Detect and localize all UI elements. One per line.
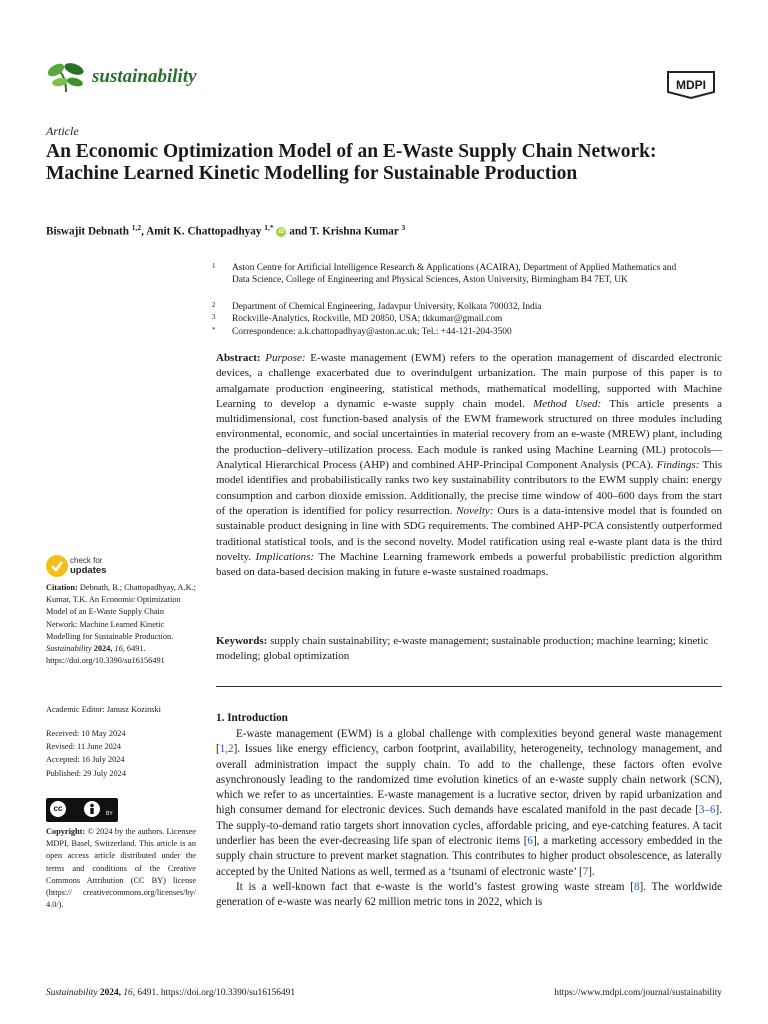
abstract [216, 351, 722, 580]
section-heading-introduction: 1. Introduction [216, 712, 288, 724]
abstract-findings: This model identifies and probabilistically ranks two key sustainability contributors to the EWM supply chain: energy consumption and carbon dioxide emission. Additionally, the precise time window of 400–600 days from the start of the operation is identified for policy resurrection. [216, 459, 722, 517]
section-divider [216, 686, 722, 687]
author-list: Biswajit Debnath $^{1,2}$, Amit K. Chattopadhyay $^{1,*}$ iD and T. Krishna Kumar $^3$ [46, 223, 406, 238]
citation-text: Debnath, B.; Chattopadhyay, A.K.; Kumar, T.K. An Economic Optimization Model of an E-Waste Supply Chain Network: Machine Learned Kinetic Modelling for Sustainable Production. [46, 583, 196, 641]
affiliation-text[interactable]: Correspondence: a.k.chattopadhyay@aston.ac.uk; Tel.: +44-121-204-3500 [232, 327, 512, 337]
abstract-implications: The Machine Learning framework embeds a powerful probabilistic prediction algorithm based on data-based decision making in future e-waste sustained roadmaps. [216, 550, 722, 579]
article-type-label: Article [46, 124, 79, 138]
abstract-method: This article presents a multidimensional, cost function-based analysis of the EWM framework structured on three modules including environmental, economic, and social uncertainties in material recovery from an e-waste (MREW) plant, including the production–delivery–utilization process. Each module is ranked using Machine Learning (ML) protocols—Analytical Hierarchical Process (AHP) and combined AHP-Principal Component Analysis (PCA). [216, 397, 722, 472]
intro-text: ]. The worldwide generation of e-waste was nearly 62 million metric tons in 2022, which is [216, 880, 722, 909]
introduction-body [216, 727, 722, 911]
footer-doi-link[interactable]: 6491. https://doi.org/10.3390/su16156491 [137, 988, 296, 998]
abstract-label: Abstract: [216, 352, 261, 364]
citation-year: 2024, [93, 644, 113, 654]
footer-citation [46, 988, 295, 998]
author-name[interactable]: Amit K. Chattopadhyay [146, 225, 262, 238]
journal-name[interactable]: sustainability [92, 66, 197, 87]
attribution-person-icon [84, 801, 100, 817]
affiliation-text: Rockville-Analytics, Rockville, MD 20850, USA; tkkumar@gmail.com [232, 314, 503, 324]
date-revised: Revised: 11 June 2024 [46, 742, 122, 751]
affiliation-text: Aston Centre for Artificial Intelligence Research & Applications (ACAIRA), Department of Applied Mathematics and Data Science, College of Engineering and Physical Sciences, Aston University, Birmingham B4 7ET, UK [232, 263, 677, 286]
date-received: Received: 10 May 2024 [46, 729, 126, 738]
citation-link[interactable]: 6 [527, 835, 533, 848]
affiliation-text: Department of Chemical Engineering, Jadavpur University, Kolkata 700032, India [232, 302, 542, 312]
intro-text: E-waste management (EWM) is a global challenge with complexities beyond general waste management [ [216, 728, 722, 756]
sustainability-leaf-logo [46, 60, 88, 94]
mdpi-logo-text: MDPI [676, 78, 706, 92]
affiliation-number: 2 [212, 301, 216, 309]
citation-doi-link[interactable]: 6491. https://doi.org/10.3390/su16156491 [46, 644, 165, 666]
footer-journal-url[interactable]: https://www.mdpi.com/journal/sustainability [554, 988, 722, 998]
copyright-block [46, 826, 196, 911]
intro-text: ], a marketing accessory embedded in the supply chain structure to prevent market stagnation. This contributes to higher product obsolescence, as laterally accepted by the United Nations as well, termed as a ‘tsunami of electronic waste’ [ [216, 835, 722, 878]
author-affil-marker: 3 [401, 223, 406, 232]
author-conjunction: and [289, 225, 308, 238]
abstract-novelty-label: Novelty: [456, 504, 494, 517]
intro-text: ]. Issues like energy efficiency, carbon footprint, availability, heterogeneity, technology management, and overall administration impact the supply chain. To add to the challenge, these factors often evolve asynchronously leading to the randomized time evolution kinetics of an e-waste supply chain network (SCN), which we refer to as uncertainties. E-waste management is a lucrative sector, driven by rapid urbanization and high consumer demand for electronic devices. Such demands have escalated manifold in the past decade [ [216, 743, 722, 817]
author-affil-marker: 1,* [264, 223, 274, 232]
date-published: Published: 29 July 2024 [46, 769, 126, 778]
copyright-label: Copyright: [46, 827, 86, 836]
check-icon [46, 555, 68, 577]
intro-paragraph-1 [216, 727, 722, 880]
abstract-purpose-label: Purpose: [265, 352, 306, 364]
citation-volume: 16, [114, 644, 125, 654]
keywords [216, 634, 722, 665]
cc-by-label: BY [106, 811, 113, 817]
intro-paragraph-2 [216, 880, 722, 911]
footer-volume: 16, [123, 988, 136, 998]
check-line1: check for [70, 556, 103, 565]
author-affil-marker: 1,2 [131, 223, 142, 232]
check-line2: updates [70, 565, 107, 576]
citation-link[interactable]: 8 [633, 880, 640, 893]
citation-link[interactable]: 7 [582, 865, 589, 878]
abstract-method-label: Method Used: [533, 397, 602, 410]
keywords-text: supply chain sustainability; e-waste management; sustainable production; machine learning; kinetic modeling; global optimization [216, 635, 709, 663]
abstract-purpose: E-waste management (EWM) refers to the operation management of discarded electronic devices, a challenge exacerbated due to overindulgent urbanization. The main purpose of this paper is to amalgamate production engineering, statistical methods, mathematical modelling, supported with Machine Learning to develop a dynamic e-waste supply chain model. [216, 352, 723, 410]
academic-editor: Academic Editor: Janusz Kozinski [46, 705, 161, 714]
citation-link[interactable]: 1,2 [219, 743, 234, 756]
cc-by-license-badge[interactable] [46, 798, 118, 822]
footer-journal: Sustainability [46, 988, 98, 998]
author-name[interactable]: Biswajit Debnath [46, 225, 129, 238]
affiliation-number: * [212, 326, 216, 334]
citation-journal: Sustainability [46, 644, 92, 654]
author-name[interactable]: T. Krishna Kumar [309, 225, 399, 238]
abstract-findings-label: Findings: [656, 459, 700, 472]
affiliation-number: 1 [212, 262, 216, 270]
footer-year: 2024, [99, 988, 121, 998]
abstract-novelty: Ours is a data-intensive model that is founded on sustainable product designing in line with SDG requirements. The combined AHP-PCA consistently outperformed traditional statistical tools, and is the second novelty. Model ratification using real e-waste plant data is the third novelty. [216, 504, 723, 563]
cc-icon: cc [50, 801, 66, 817]
citation-label: Citation: [46, 583, 78, 592]
affiliation-number: 3 [212, 313, 216, 321]
paper-title: An Economic Optimization Model of an E-Waste Supply Chain Network: Machine Learned Kinetic Modelling for Sustainable Production [46, 141, 657, 184]
keywords-label: Keywords: [216, 635, 268, 647]
intro-text: It is a well-known fact that e-waste is the world’s fastest growing waste stream [ [236, 880, 634, 893]
date-accepted: Accepted: 16 July 2024 [46, 755, 125, 764]
copyright-text: © 2024 by the authors. Licensee MDPI, Basel, Switzerland. This article is an open access article distributed under the terms and conditions of the Creative Commons Attribution (CC BY) license (https:// creativecommons.org/licenses/by/ 4.0/). [46, 827, 196, 910]
check-for-updates-badge[interactable] [46, 555, 126, 579]
abstract-implications-label: Implications: [255, 550, 315, 563]
intro-text: ]. The supply-to-demand ratio targets short innovation cycles, affordable pricing, and eye-catching features. A tacit underlier has been the ever-decreasing life span of electronic items [ [216, 804, 722, 848]
intro-text: ]. [588, 865, 595, 878]
citation-block [46, 582, 196, 667]
orcid-icon[interactable]: iD [278, 229, 285, 236]
citation-link[interactable]: 3–6 [698, 804, 716, 817]
